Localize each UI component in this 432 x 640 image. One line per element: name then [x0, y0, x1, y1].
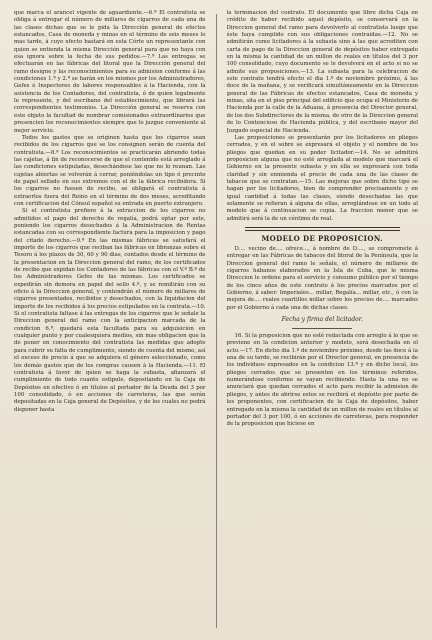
left-paragraph-1: que marca el arancel vigente de aguardiente.—6.ª El contratista se obliga á entregar el número de millares de cigarros de cada una de las clases dichas que se le pida la Dirección general de efectos estancados, Casa de moneda y minas en el término de seis meses lo mas tarde, á cuyo efecto bastará en esta Córte un representante con quien se entienda la misma Dirección general para que no haya con esa ignora sobre la fecha de sus pedidos.—7.ª Las entregas se efectuarán en las fábricas del litoral que la Dirección general del ramo designe y las reconocimientos para su admision conforme á las condiciones 1.ª y 2.ª se harán en los mismos por los Administradores, Gefes é Inspectores de labores responsables á la Hacienda, con la asistencia de los Contadores, del contratista, ó de quien legalmente le represente, y del escribano del establecimiento, que librará las correspondientes testimonios. La Dirección general se reserva con este objeto la facultad de nombrar comisionados extraordinarios que presencien los reconocimientos siempre que lo juzgue conveniente al mejor servicio.: [14, 10, 206, 134]
signature-rule: [292, 328, 352, 329]
signature-line: Fecha y firma del licitador.: [281, 316, 363, 324]
model-heading: MODELO DE PROPOSICION.: [261, 233, 384, 243]
right-paragraph-3: 16. Si la proposicion que no esté redactada con arreglo á lo que se previene en la condicion anterior y modelo, será desechada en el acto.—17. En dicho dia 1.º de noviembre próximo, desde las doce á la una de su tarde, se recibirán por el Director general, en presencia de los individuos expresados en la condicion 13.ª y en dicho local, los pliegos cerrados que se presenten en los términos referidos, numerándose conforme se vayan recibiendo. Hasta la una no se anunciará que quedan cerrados el acto para recibir la admision de pliegos, y antes de abrirse estos se recibirá el depósito por parte de los proponentes, con certificacion de la Caja de depósitos, haber entregado en la misma la cantidad de un millon de reales en títulos al portador del 3 por 100, ó en acciones de carreteras, para responder de la proposicion que hiciese en: [226, 333, 418, 428]
section-rule: [245, 227, 401, 231]
left-paragraph-3: Si el contratista prefiere á la extraccion de los cigarros no admitidos el pago del derecho de regalía, podrá optar por este, poniendo los cigarros desechados á la Administracion de Rentas estancadas con su correspondiente factura para la imposicion y pago del citado derecho.—9.ª En las mismas fábricas se satisfará el importe de los cigarros que reciban las fábricas en libranzas sobre el Tesoro á los plazos de 30, 60 y 90 dias, contados desde el término de la presentacion en la Direccion general del ramo, de los certificados de recibo que expidan los Contadores de las fábricas con el V.º B.º de los Administradores Gefes de las mismas. Los certificados se expedirán sin demora en papel del sello 4.º, y se remitirán con su oficio á la Direccion general, y contendrán el número de millares de cigarros presentados, recibidos y desechados, con la liquidacion del importe de los recibidos á los precios estipulados en la contrata.—10. Si el contratista faltase á las entregas de los cigarros que le señale la Direccion general del ramo con la anticipacion marcada de la condicion 6.ª, quedará esta facultada para su adquisicion en cualquier punto y por cualesquiera medios, sin mas obligacion que la de poner en conocimiento del contratista las medidas que adopte para cubrir su falta de cumplimiento, siendo de cuenta del mismo, así el exceso de precio á que se adquiera el género seleccionado, como los demás gastos que de los compras causen á la Hacienda.—11. El contratista á favor de quien se haga la subasta, afianzará el cumplimiento de todo cuanto estipule, depositando en la Caja de Depósitos en efectivo ó en títulos al portador de la Deuda del 3 por 100 consolidado, ó en acciones de carreteras, las que serán depositadas en la Caja general de Depósitos, y de los cuales no podrá disponer hasta: [14, 208, 206, 413]
left-paragraph-2: Todos los gastos que se originen hasta que los cigarros sean recibidos de los cigarros que se los consignen serán de cuenta del contratista.—8.ª Los reconocimientos se practicarán abriendo todas las cajetas, á fin de reconocerse de que el contenido está arreglado á las condiciones estipuladas, desechándose las que no lo reunan. Las cajetas abiertas se volverán á cerrar, poniéndolas un tipo ó precinto de papel sellado en sus extremos con el de la fábrica recibidora. Si los cigarros no fuesen de recibo, se obligará el contratista á extraerlos fuera del Reino en el término de dos meses, acreditando con certificacion del Cónsul español su entrada en puerto extranjero.: [14, 134, 206, 207]
model-paragraph: D.... vecino de.... ofrece..., á nombre de D...., se compromete á entregar en las Fábricas de tabacos del litoral de la Península, que la Direccion general del ramo le señale, el número de millares de cigarros habanos elaborados en la Isla de Cuba, que le misma Direccion le ordene para el servicio y consumo público por el tiempo de los cinco años de este contrato á los precios marcados por el Gobierno, á saber: Imperiales... millar, Regalía... millar, etc., ó con la mejora de.... reales cuartillos millar sobre los precios de.... marcados por el Gobierno á cada una de dichas clases.: [226, 245, 418, 311]
column-divider: [216, 14, 217, 628]
right-column: [227, 10, 419, 632]
left-column: [14, 10, 206, 632]
right-paragraph-2: Las proposiciones se presentarán por los licitadores en pliegos cerrados, y en el sobre se expresará el objeto y el nombre de los pliegos que quedan en su poder licitador.—14. No se admitirá proposicion alguna que no esté arreglada al modelo que marcará el Gobierno en la presente subasta y en ella se expresará con toda claridad y sin enmienda el precio de cada una de las clases de tabacos que se contratan.—15. Las mejoras que sobre dicho tipo se hagan por los licitadores, bien de comprender precisamente y en igual cantidad á todas las clases, siendo desechadas las que solamente se refieran á alguna de ellas, arreglándose en un todo al modelo que á continuacion se copia. La fraccion menor que se admitirá será la de un céntimo de real.: [226, 134, 418, 222]
right-paragraph-1: la terminacion del contrato. El documento que libre dicha Caja en crédito de haber recibido aquel depósito, se conservará en la Direccion general del ramo para devolverlo al contratista luego que éste haya cumplido con sus obligaciones contraidas.—12. No se admitirán como licitadores á la subasta sino á las que acrediten con carta de pago de la Direccion general de depósitos haber entregado en la misma la cantidad de un millon de reales en títulos del 3 por 100 consolidado, cuyo documento se le devolverá en el acto si no se admite sus proposiciones.—13. La subasta para la celebracion de este contrato tendrá efecto el dia 1.º de noviembre próximo, á las doce de la mañana, y se verificará simultáneamente en la Direccion general de las Fábricas de efectos estancados, Casa de moneda y minas, sita en el piso principal del edificio que ocupa el Ministerio de Hacienda por la calle de la Aduana, á presencia del Director general, de los dos Subdirectores de la misma, de otro de la Direccion general de lo Contencioso de Hacienda pública, y del escribano mayor del Juzgado especial de Hacienda.: [226, 10, 418, 134]
